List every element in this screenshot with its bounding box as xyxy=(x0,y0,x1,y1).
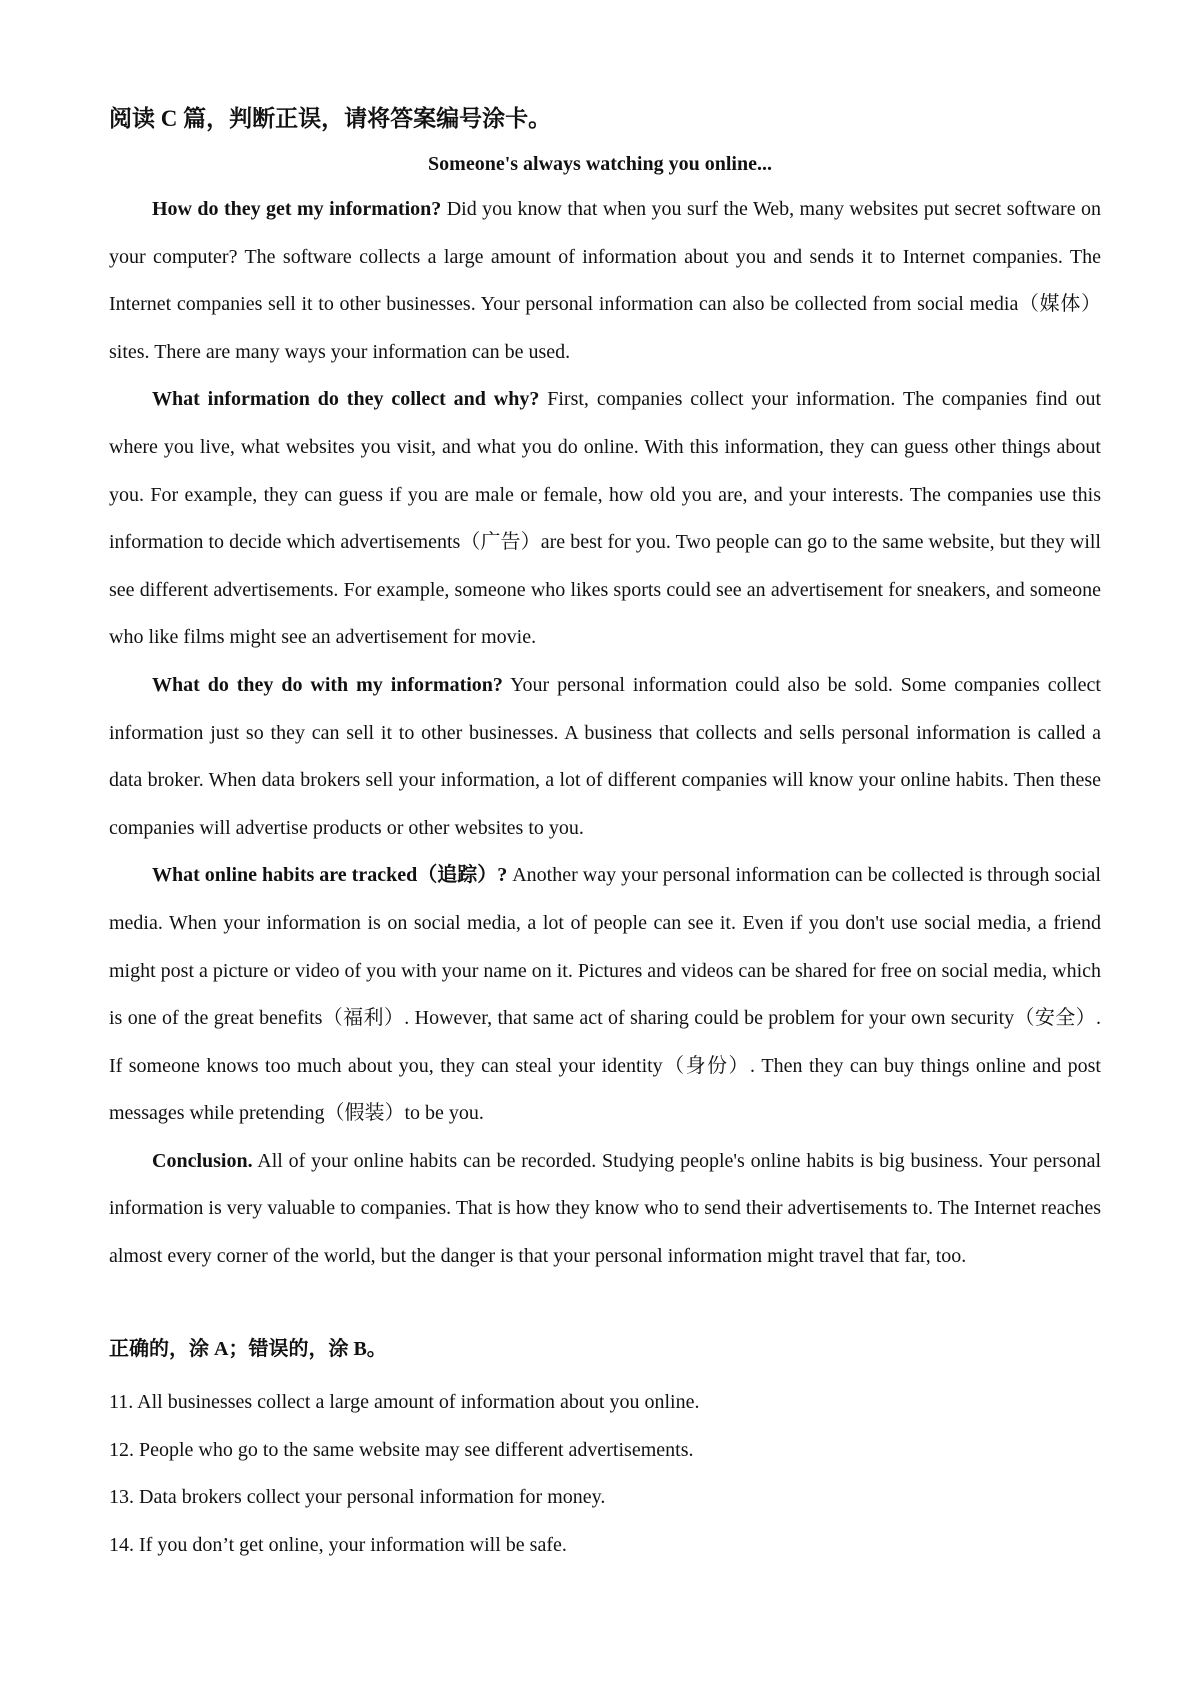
question-list xyxy=(109,1379,699,1569)
answer-key-instruction: 正确的，涂 A；错误的，涂 B。 xyxy=(109,1338,387,1360)
paragraph-what-collect xyxy=(109,376,1101,662)
paragraph-what-do xyxy=(109,662,1101,852)
paragraph-text: All of your online habits can be recorded. Studying people's online habits is big business. Your personal information is very valuable to companies. That is how they know who to send their advertisements to. The Internet reaches almost every corner of the world, but the danger is that your personal information might travel that far, too. xyxy=(109,1149,1101,1268)
paragraph-heading: What online habits are tracked（追踪）? xyxy=(152,864,508,887)
question-13: 13. Data brokers collect your personal information for money. xyxy=(109,1486,606,1509)
paragraph-text: First, companies collect your information. The companies find out where you live, what websites you visit, and what you do online. With this information, they can guess other things about you. For example, they can guess if you are male or female, how old you are, and your interests. The companies use this information to decide which advertisements（广告）are best for you. Two people can go to the same website, but they will see different advertisements. For example, someone who likes sports could see an advertisement for sneakers, and someone who like films might see an advertisement for movie. xyxy=(109,388,1102,649)
paragraph-heading: What do they do with my information? xyxy=(152,673,503,696)
reading-instruction: 阅读 C 篇，判断正误，请将答案编号涂卡。 xyxy=(109,106,552,131)
paragraph-how-get-info xyxy=(109,186,1101,376)
question-12: 12. People who go to the same website may see different advertisements. xyxy=(109,1438,694,1461)
question-14: 14. If you don’t get online, your information will be safe. xyxy=(109,1533,567,1556)
paragraph-conclusion xyxy=(109,1138,1101,1281)
paragraph-heading: How do they get my information? xyxy=(152,198,442,220)
paragraph-heading: What information do they collect and why? xyxy=(152,388,540,411)
question-11: 11. All businesses collect a large amount of information about you online. xyxy=(109,1391,700,1413)
paragraph-text: Your personal information could also be sold. Some companies collect information just so they can sell it to other businesses. A business that collects and sells personal information is called a data broker. When data brokers sell your information, a lot of different companies will know your online habits. Then these companies will advertise products or other websites to you. xyxy=(109,673,1101,839)
paragraph-text: Did you know that when you surf the Web, many websites put secret software on your computer? The software collects a large amount of information about you and sends it to Internet companies. The Internet companies sell it to other businesses. Your personal information can also be collected from social media（媒体）sites. There are many ways your information can be used. xyxy=(109,198,1102,363)
paragraph-habits-tracked xyxy=(109,852,1101,1138)
paragraph-heading: Conclusion. xyxy=(152,1149,253,1172)
passage-title: Someone's always watching you online... xyxy=(428,153,772,175)
paragraph-text: Another way your personal information can be collected is through social media. When your information is on social media, a lot of people can see it. Even if you don't use social media, a friend might post a picture or video of you with your name on it. Pictures and videos can be shared for free on social media, which is one of the great benefits（福利）. However, that same act of sharing could be problem for your own security（安全）. If someone knows too much about you, they can steal your identity（身份）. Then they can buy things online and post messages while pretending（假装）to be you. xyxy=(109,864,1101,1125)
passage-body xyxy=(109,186,1101,1281)
